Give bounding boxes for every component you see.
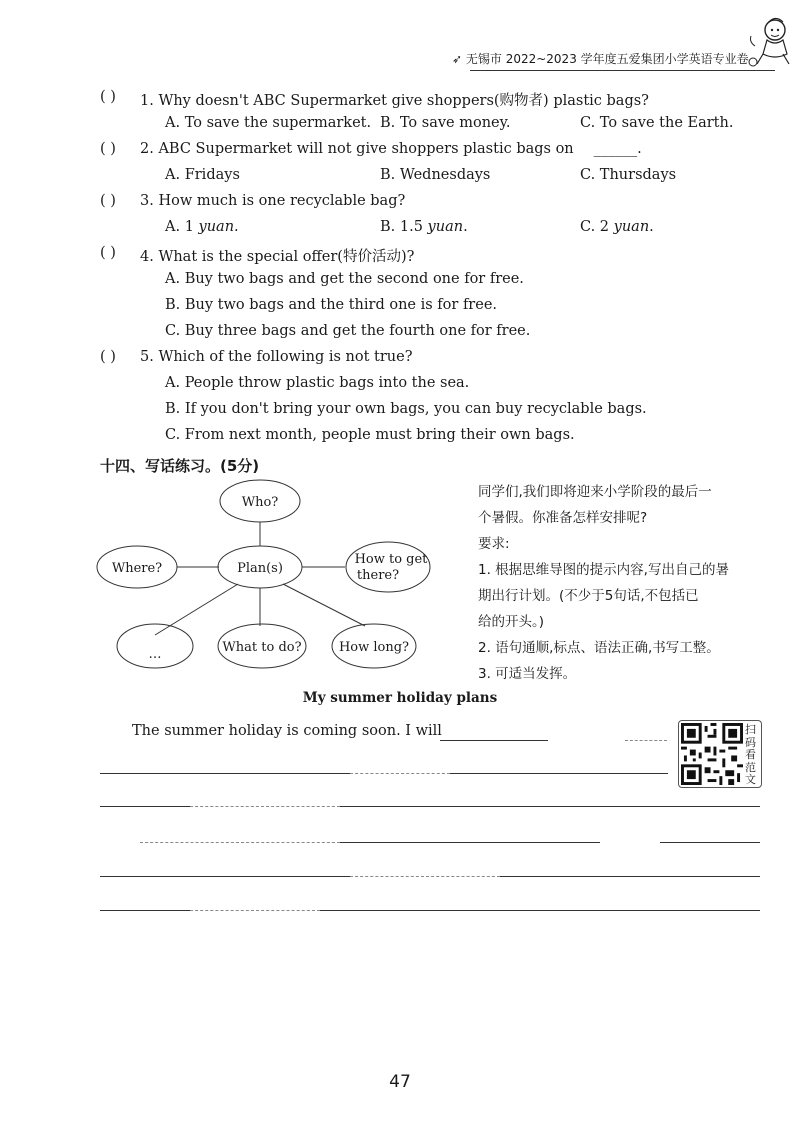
writing-line[interactable] bbox=[190, 806, 340, 807]
cartoon-mascot-icon bbox=[745, 12, 795, 70]
mind-map bbox=[95, 478, 440, 678]
question-stem: 4. What is the special offer(特价活动)? bbox=[140, 249, 415, 265]
node-label: How long? bbox=[338, 640, 410, 655]
essay-title: My summer holiday plans bbox=[302, 690, 498, 706]
writing-line[interactable] bbox=[100, 876, 350, 877]
instruction-line: 期出行计划。(不少于5句话,不包括已 bbox=[478, 588, 699, 604]
answer-blank[interactable]: ______. bbox=[593, 141, 642, 157]
qr-code-icon[interactable] bbox=[681, 723, 743, 785]
node-how-to-get bbox=[346, 542, 430, 592]
connector-line bbox=[283, 584, 365, 626]
writing-line[interactable] bbox=[100, 773, 350, 774]
option: A. To save the supermarket. bbox=[165, 115, 372, 131]
writing-line[interactable] bbox=[100, 910, 190, 911]
page-number: 47 bbox=[389, 1072, 411, 1092]
header-rule bbox=[470, 70, 775, 71]
option: A. Buy two bags and get the second one for free. bbox=[165, 271, 524, 287]
answer-paren[interactable]: ( ) bbox=[100, 193, 116, 209]
essay-start-text: The summer holiday is coming soon. I will bbox=[132, 723, 442, 739]
option: B. Buy two bags and the third one is for free. bbox=[165, 297, 498, 313]
instruction-line: 给的开头。) bbox=[478, 614, 545, 630]
node-label: … bbox=[148, 647, 162, 662]
node-label: there? bbox=[356, 568, 400, 583]
question-stem: 3. How much is one recyclable bag? bbox=[140, 193, 406, 209]
series-title: ➶ 无锡市 2022~2023 学年度五爱集团小学英语专业卷 bbox=[452, 52, 749, 66]
node-label: Plan(s) bbox=[237, 561, 283, 576]
instruction-line: 1. 根据思维导图的提示内容,写出自己的暑 bbox=[478, 562, 729, 578]
section-heading: 十四、写话练习。(5分) bbox=[100, 457, 260, 475]
option: C. From next month, people must bring their own bags. bbox=[165, 427, 575, 443]
answer-paren[interactable]: ( ) bbox=[100, 89, 116, 105]
answer-paren[interactable]: ( ) bbox=[100, 141, 116, 157]
answer-paren[interactable]: ( ) bbox=[100, 245, 116, 261]
instruction-line: 个暑假。你准备怎样安排呢? bbox=[478, 510, 648, 526]
writing-line[interactable] bbox=[450, 773, 668, 774]
writing-line[interactable] bbox=[660, 842, 760, 843]
node-label: Who? bbox=[241, 495, 279, 510]
question-stem: 2. ABC Supermarket will not give shoppers plastic bags on ______. bbox=[140, 141, 642, 157]
question-stem: 1. Why doesn't ABC Supermarket give shoppers(购物者) plastic bags? bbox=[140, 93, 649, 109]
instruction-line: 2. 语句通顺,标点、语法正确,书写工整。 bbox=[478, 640, 720, 656]
option: B. If you don't bring your own bags, you can buy recyclable bags. bbox=[165, 401, 647, 417]
writing-line[interactable] bbox=[340, 842, 600, 843]
node-label: How to get bbox=[354, 552, 428, 567]
writing-line[interactable] bbox=[350, 876, 500, 877]
option: A. Fridays bbox=[165, 167, 240, 183]
instruction-line: 要求: bbox=[478, 536, 510, 552]
writing-line[interactable] bbox=[440, 740, 548, 741]
qr-label: 扫 码 看 范 文 bbox=[745, 723, 756, 786]
instruction-line: 同学们,我们即将迎来小学阶段的最后一 bbox=[478, 484, 712, 500]
answer-paren[interactable]: ( ) bbox=[100, 349, 116, 365]
option: A. 1 yuan. bbox=[165, 219, 239, 235]
option: B. To save money. bbox=[380, 115, 511, 131]
option: C. Buy three bags and get the fourth one for free. bbox=[165, 323, 531, 339]
writing-line[interactable] bbox=[500, 876, 760, 877]
node-label: Where? bbox=[111, 561, 163, 576]
instruction-line: 3. 可适当发挥。 bbox=[478, 666, 577, 682]
option: B. 1.5 yuan. bbox=[380, 219, 468, 235]
writing-line[interactable] bbox=[340, 806, 760, 807]
writing-line[interactable] bbox=[100, 806, 190, 807]
option: A. People throw plastic bags into the sea. bbox=[165, 375, 470, 391]
writing-line[interactable] bbox=[350, 773, 450, 774]
connector-line bbox=[155, 584, 238, 635]
header-arrow-icon: ➶ bbox=[452, 52, 466, 66]
option: C. 2 yuan. bbox=[580, 219, 654, 235]
option: B. Wednesdays bbox=[380, 167, 491, 183]
qr-code-block[interactable] bbox=[678, 720, 762, 788]
question-stem: 5. Which of the following is not true? bbox=[140, 349, 413, 365]
option: C. To save the Earth. bbox=[580, 115, 734, 131]
writing-line[interactable] bbox=[625, 740, 667, 741]
writing-line[interactable] bbox=[320, 910, 760, 911]
writing-line[interactable] bbox=[190, 910, 320, 911]
writing-line[interactable] bbox=[140, 842, 340, 843]
node-label: What to do? bbox=[222, 640, 302, 655]
option: C. Thursdays bbox=[580, 167, 677, 183]
